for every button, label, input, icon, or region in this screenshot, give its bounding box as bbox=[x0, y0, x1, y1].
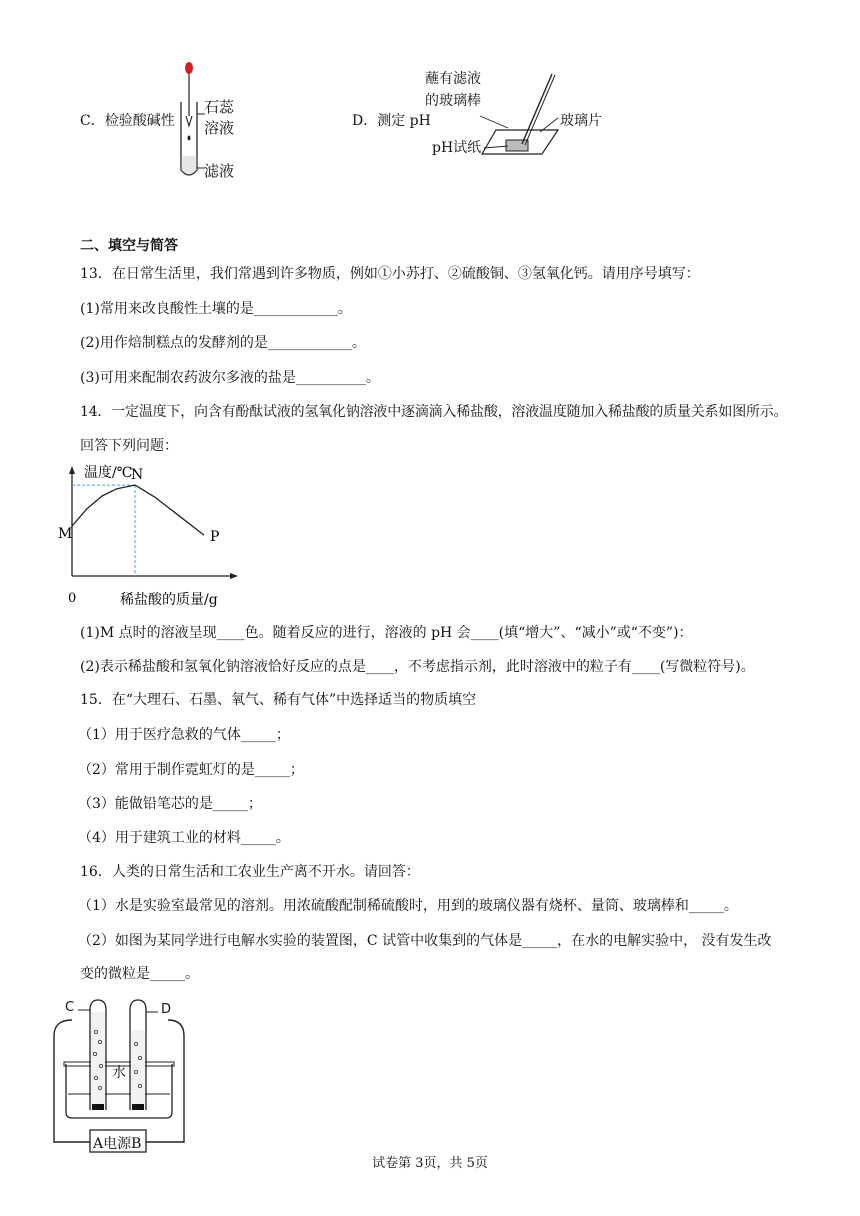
litmus-label-1: 石蕊 bbox=[204, 98, 235, 116]
ph-paper-label: pH试纸 bbox=[432, 140, 482, 156]
option-c-label: C．检验酸碱性 bbox=[80, 113, 175, 129]
q14-sub2: (2)表示稀盐酸和氢氧化钠溶液恰好反应的点是____，不考虑指示剂，此时溶液中的粒子有____(写微粒符号)。 bbox=[80, 659, 755, 675]
x-axis-arrow bbox=[230, 573, 238, 579]
temperature-chart bbox=[48, 460, 248, 610]
temperature-curve bbox=[72, 485, 204, 535]
q13-sub3: (3)可用来配制农药波尔多液的盐是__________。 bbox=[80, 370, 380, 386]
q14-stem-1: 14．一定温度下，向含有酚酞试液的氢氧化钠溶液中逐滴滴入稀盐酸，溶液温度随加入稀盐酸的质量关系如图所示。 bbox=[80, 404, 788, 420]
q15-sub1: （1）用于医疗急救的气体_____； bbox=[78, 727, 290, 743]
x-axis-label: 稀盐酸的质量/g bbox=[120, 592, 218, 608]
y-axis-label: 温度/℃ bbox=[84, 465, 133, 481]
q13-sub1: (1)常用来改良酸性土壤的是____________。 bbox=[80, 301, 352, 317]
ph-test-figure bbox=[478, 70, 578, 166]
q15-stem: 15．在“大理石、石墨、氧气、稀有气体”中选择适当的物质填空 bbox=[80, 692, 477, 708]
option-d-label: D．测定 pH bbox=[352, 113, 431, 129]
ph-paper bbox=[506, 140, 528, 151]
q16-sub1: （1）水是实验室最常见的溶剂。用浓硫酸配制稀硫酸时，用到的玻璃仪器有烧杯、量筒、玻璃棒和_____。 bbox=[78, 898, 738, 914]
litmus-label-2: 溶液 bbox=[204, 119, 235, 137]
electrode-b bbox=[132, 1104, 144, 1110]
tube-d-label: D bbox=[161, 1002, 172, 1017]
q16-sub2b: 变的微粒是_____。 bbox=[80, 966, 199, 982]
rod-label-1: 蘸有滤液 bbox=[425, 71, 481, 87]
tube-c-label: C bbox=[65, 1000, 75, 1015]
q14-stem-2: 回答下列问题： bbox=[80, 438, 178, 454]
glass-label: 玻璃片 bbox=[560, 113, 602, 129]
filtrate-label: 滤液 bbox=[204, 162, 235, 180]
q15-sub4: （4）用于建筑工业的材料_____。 bbox=[78, 830, 290, 846]
dropper-bulb bbox=[185, 62, 193, 74]
section-2-title: 二、填空与简答 bbox=[80, 238, 178, 254]
q15-sub2: （2）常用于制作霓虹灯的是_____； bbox=[78, 762, 304, 778]
point-label-p: P bbox=[210, 529, 220, 546]
q16-sub2a: （2）如图为某同学进行电解水实验的装置图，C 试管中收集到的气体是_____，在水的电解实验中， 没有发生改 bbox=[78, 933, 772, 949]
point-label-n: N bbox=[131, 467, 144, 484]
power-label: A电源B bbox=[93, 1136, 142, 1152]
q16-stem: 16．人类的日常生活和工农业生产离不开水。请回答： bbox=[80, 864, 420, 880]
page-footer: 试卷第 3页，共 5页 bbox=[372, 1156, 488, 1171]
rod-label-2: 的玻璃棒 bbox=[425, 93, 481, 109]
origin-label: 0 bbox=[68, 591, 77, 606]
water-label: 水 bbox=[112, 1065, 126, 1081]
q13-stem: 13．在日常生活里，我们常遇到许多物质，例如①小苏打、②硫酸铜、③氢氧化钙。请用序号填写： bbox=[80, 266, 700, 282]
q13-sub2: (2)用作焙制糕点的发酵剂的是____________。 bbox=[80, 335, 366, 351]
q15-sub3: （3）能做铅笔芯的是_____； bbox=[78, 796, 262, 812]
electrode-a bbox=[92, 1104, 104, 1110]
point-label-m: M bbox=[58, 526, 73, 542]
y-axis-arrow bbox=[69, 466, 75, 474]
q14-sub1: (1)M 点时的溶液呈现____色。随着反应的进行，溶液的 pH 会____(填“增大”、“减小”或“不变”)： bbox=[80, 625, 693, 641]
